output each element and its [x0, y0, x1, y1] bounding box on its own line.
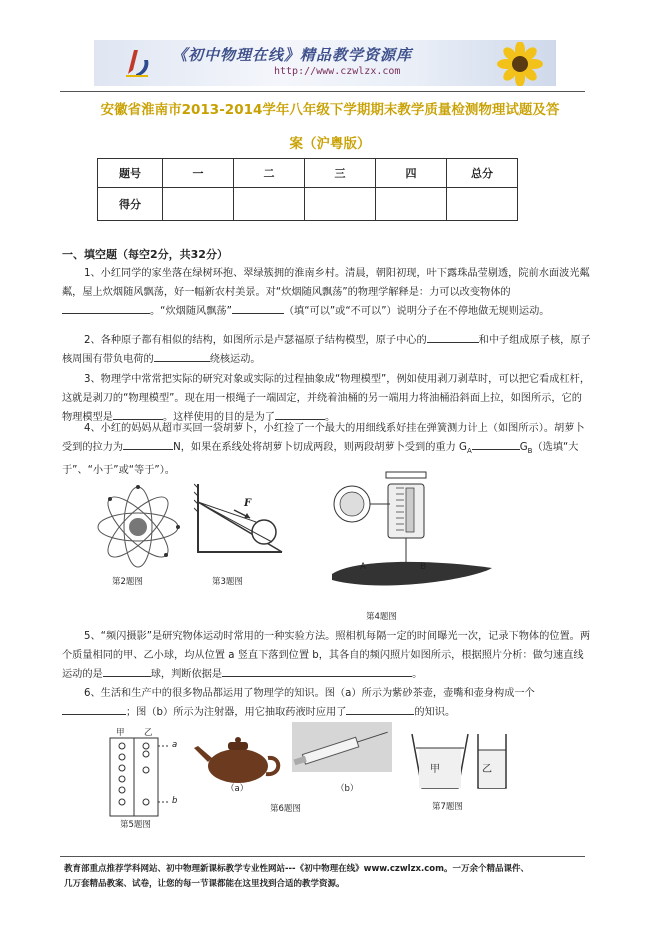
question-text: 和中子组成原子核，原子核周围有带负电荷的 — [62, 335, 591, 365]
subscript-b: B — [527, 447, 533, 456]
answer-blank[interactable] — [472, 438, 520, 450]
footer-rule — [60, 856, 585, 857]
sunflower-icon — [490, 42, 550, 86]
question-text: N，如果在系线处将胡萝卜切成两段，则两段胡萝卜受到的重力 G — [173, 442, 467, 453]
answer-blank[interactable] — [62, 302, 150, 314]
container-jia-label: 甲 — [430, 764, 440, 775]
score-header-cell: 一 — [163, 159, 234, 188]
answer-blank[interactable] — [427, 331, 479, 343]
caption-fig3: 第3题图 — [212, 577, 243, 587]
footer-line2: 几万套精品教案、试卷，让您的每一节课都能在这里找到合适的教学资源。 — [64, 879, 345, 889]
section-heading: 一、填空题（每空2分，共32分） — [62, 248, 228, 261]
label-fig6a: （a） — [226, 784, 249, 794]
containers-figure — [408, 730, 508, 792]
strobe-photo-figure — [104, 734, 176, 818]
banner-title: 《初中物理在线》精品教学资源库 — [172, 46, 413, 64]
score-cell[interactable] — [305, 188, 376, 221]
question-text: G — [519, 442, 528, 453]
question-text: ；图（b）所示为注射器，用它抽取药液时应用了 — [126, 707, 347, 718]
caption-fig6: 第6题图 — [270, 804, 301, 814]
position-b-label: b — [172, 796, 178, 806]
score-header-cell: 题号 — [98, 159, 163, 188]
label-fig6b: （b） — [336, 784, 359, 794]
banner-url[interactable]: http://www.czwlzx.com — [274, 66, 401, 77]
label-b: B — [420, 562, 427, 572]
answer-blank[interactable] — [123, 438, 173, 450]
question-text: （填“可以”或“不可以”）说明分子在不停地做无规则运动。 — [283, 306, 550, 317]
answer-blank[interactable] — [154, 350, 210, 362]
caption-fig5: 第5题图 — [120, 820, 151, 830]
caption-fig2: 第2题图 — [112, 577, 143, 587]
question-text: 球，判断依据是 — [150, 669, 223, 680]
label-yi: 乙 — [144, 728, 153, 738]
answer-blank[interactable] — [62, 703, 126, 715]
score-cell[interactable] — [234, 188, 305, 221]
answer-blank[interactable] — [346, 703, 414, 715]
footer — [64, 862, 604, 892]
score-table-row — [98, 188, 518, 221]
score-table — [97, 158, 518, 221]
question-text: 4、小红的妈妈从超市买回一袋胡萝卜，小红捡了一个最大的用细线系好挂在弹簧测力计上（如图所示）。胡萝卜受到的拉力为 — [62, 423, 585, 453]
question-text: 。 — [325, 412, 336, 423]
site-logo-icon — [124, 46, 150, 78]
label-jia: 甲 — [116, 728, 125, 738]
header-rule — [60, 91, 585, 92]
answer-blank[interactable] — [222, 665, 412, 677]
syringe-figure — [292, 722, 392, 772]
question-6 — [62, 684, 592, 722]
teapot-figure — [192, 734, 282, 786]
subscript-a: A — [466, 447, 472, 456]
question-text: 5、“频闪摄影”是研究物体运动时常用的一种实验方法。照相机每隔一定的时间曝光一次，记录下物体的位置。两个质量相同的甲、乙小球，均从位置 a 竖直下落到位置 b，其各自的频闪照片如图所示，根据照片分析：做匀速直线运动的是 — [62, 631, 591, 680]
question-text: 。这样使用的目的是为了 — [162, 412, 275, 423]
question-text: （选填“大于”、“小于”或“等于”）。 — [62, 442, 579, 477]
incline-figure — [194, 480, 284, 556]
score-header-cell: 二 — [234, 159, 305, 188]
score-header-cell: 总分 — [447, 159, 518, 188]
score-cell[interactable] — [376, 188, 447, 221]
footer-line1: 教育部重点推荐学科网站、初中物理新课标教学专业性网站---《初中物理在线》www.czwlzx.com。一万余个精品课件、 — [64, 864, 529, 874]
header-banner — [94, 40, 556, 86]
question-text: 1、小红同学的家坐落在绿树环抱、翠绿簇拥的淮南乡村。清晨，朝阳初现，叶下露珠晶莹剔透，院前水面波光粼粼，屋上炊烟随风飘荡，好一幅新农村美景。对“炊烟随风飘荡”的物理学解释是：力可以改变物体的 — [62, 268, 590, 298]
question-1 — [62, 264, 592, 321]
question-text: 。 — [412, 669, 423, 680]
question-text: 绕核运动。 — [209, 354, 261, 365]
answer-blank[interactable] — [103, 665, 151, 677]
score-cell[interactable] — [163, 188, 234, 221]
position-a-label: a — [172, 740, 178, 750]
caption-fig7: 第7题图 — [432, 802, 463, 812]
force-label: F — [244, 498, 252, 509]
container-yi-label: 乙 — [482, 764, 492, 775]
document-title-line2: 案（沪粤版） — [289, 136, 371, 152]
spring-scale-carrot-figure — [326, 470, 496, 600]
question-2 — [62, 331, 592, 369]
question-text: 的知识。 — [414, 707, 456, 718]
score-cell[interactable] — [447, 188, 518, 221]
answer-blank[interactable] — [232, 302, 284, 314]
question-text: 3、物理学中常常把实际的研究对象或实际的过程抽象成“物理模型”，例如使用剥刀剥草时，可以把它看成杠杆，这就是剥刀的“物理模型”。现在用一根绳子一端固定，并绕着油桶的另一端用力将油桶沿斜面上拉，如图所示，它的物理模型是 — [62, 374, 591, 423]
question-5 — [62, 627, 592, 684]
question-text: 。“炊烟随风飘荡” — [150, 306, 232, 317]
caption-fig4: 第4题图 — [366, 612, 397, 622]
score-header-cell: 三 — [305, 159, 376, 188]
question-text: 2、各种原子都有相似的结构，如图所示是卢瑟福原子结构模型，原子中心的 — [84, 335, 427, 346]
atom-model-figure — [96, 484, 180, 570]
score-header-cell: 四 — [376, 159, 447, 188]
score-table-header-row — [98, 159, 518, 188]
score-row-label: 得分 — [98, 188, 163, 221]
question-text: 6、生活和生产中的很多物品都运用了物理学的知识。图（a）所示为紫砂茶壶，壶嘴和壶身构成一个 — [84, 688, 535, 699]
document-title-line1: 安徽省淮南市2013-2014学年八年级下学期期末教学质量检测物理试题及答 — [100, 102, 560, 118]
label-a: A — [360, 562, 367, 572]
